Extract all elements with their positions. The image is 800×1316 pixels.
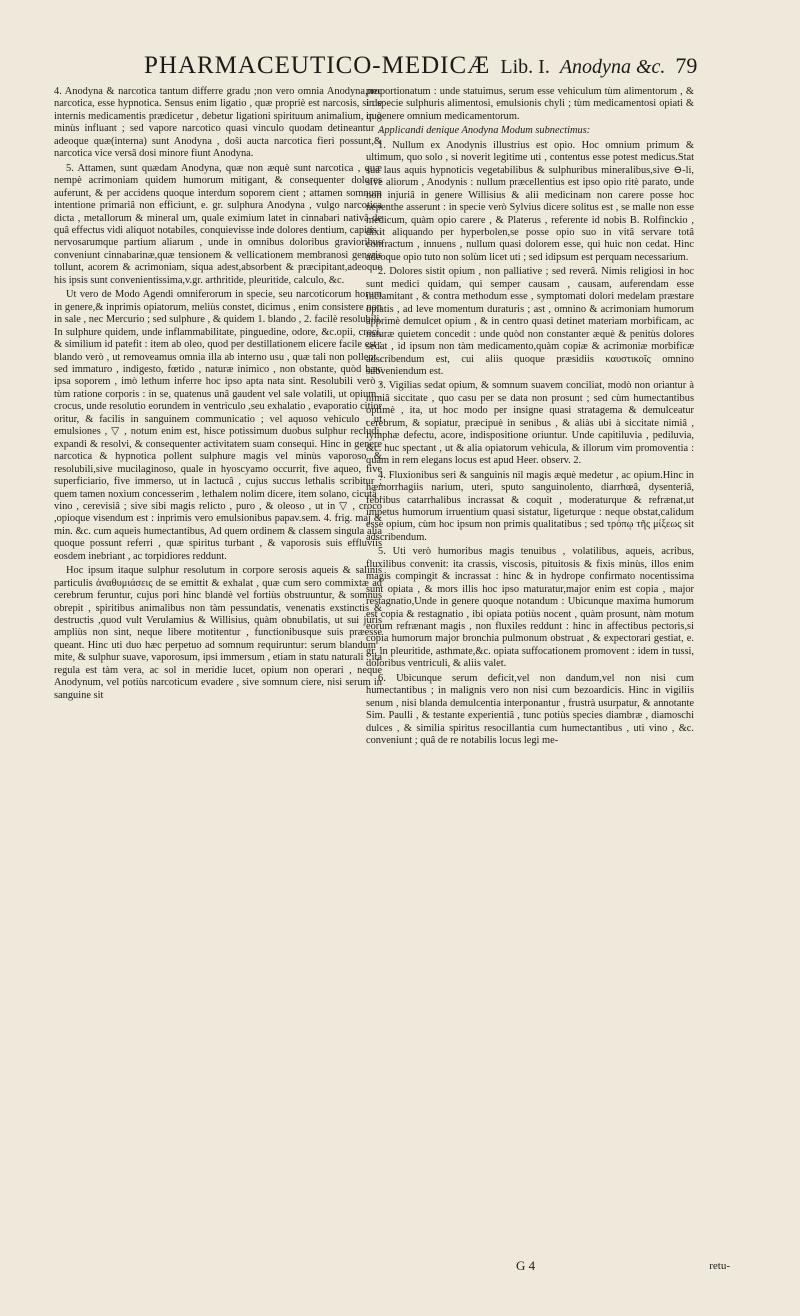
- running-title: PHARMACEUTICO-MEDICÆ: [144, 52, 491, 79]
- section-title-text: Anodyna &c.: [559, 56, 666, 78]
- numbered-paragraph: 1. Nullum ex Anodynis illustrius est opio. Hoc omnium primum & ultimum, quo solo , si noverit legitime uti , contentus esse potest medicus.Stat sua laus aquis hypnoticis vegetabilibus & sulphuribus mineralibus,sive ⊖-li, sive aliorum , Anodynis : nullum præcellentius est ipso opio ritè parato, unde non injuriâ in genere Willisius & alii medicinam non carere posse hoc nepenthe asserunt : in specie verò Sylvius dicere solitus est , se malle non esse medicum, quàm opio carere , & Platerus , referente id nobis B. Rolfinckio , dixit aliquando per hyperbolen,se posse opio suo in vitâ servare totâ confractum , innuens , nullum quasi dolorem esse, qui huic non cedat. Hinc adeoque opio tuto non solùm licet uti ; sed idipsum est perquam necessarium.: [366, 139, 694, 263]
- numbered-paragraph: 3. Vigilias sedat opium, & somnum suavem conciliat, modò non oriantur à nimiâ siccitate , quo casu per se data non prosunt ; sed cùm humectantibus optimè , ita, ut hoc modo per insigne quasi stratagema & demulceatur cerebrum, & sopiatur, præcipuè in senibus , & aliàs ubi à siccitate nimiâ , lymphæ defectu, acore, indispositione oriuntur. Unde capitiluvia , pediluvia, &c. huc spectant , ut & alia opiatorum vehicula, & illorum vim promoventia : quam in rem elegans locus est apud Heer. observ. 2.: [366, 380, 694, 467]
- left-column: [54, 86, 382, 702]
- numbered-paragraph: 4. Fluxionibus seri & sanguinis nil magis æquè medetur , ac opium.Hinc in hæmorrhagiis narium, uteri, sputo sanguinolento, diarrhœâ, dysenteriâ, febribus catarrhalibus incrassat & coquit , moderaturque & refrænat,ut impetus humorum irruentium quasi sistatur, ligeturque : neque obstat,calidum esse opium, cùm hoc ipsum non primis qualitatibus ; sed τρόπῳ τῆς μίξεως sit adscribendum.: [366, 469, 694, 543]
- paragraph: 5. Attamen, sunt quædam Anodyna, quæ non æquè sunt narcotica , quæ nempè acrimoniam quidem humorum mitigant, & consequenter dolores auferunt, & per accidens quoque interdum soporem cient ; attamen somnum intentione primariâ non efficiunt, e. gr. sulphura Anodyna , vulgo narcotica dicta , metallorum & mineral um, quale eximium latet in cinnabari nativâ de quâ effectus vidi aliquot notabiles, conquievisse inde dolores dentium, capitis , nervosarumque partium aliarum , unde in omnibus doloribus gravioribus conveniunt cinnabarinæ,quæ tensionem & vellicationem membranosi generis tollunt, acorem & acrimoniam, siqua adest,absorbent & præcipitant,adeoque his ipsis sunt convenientissima,v.gr. arthritide, pleuritide, calculo, &c.: [54, 162, 382, 286]
- numbered-paragraph: 2. Dolores sistit opium , non palliative ; sed reverâ. Nimis religiosi in hoc sunt medici quidam, qui semper causam , causam, auferendam esse inclamitant , & contra methodum esse , symptomati dolori medelam præstare opiatis , ad leve momentum duraturis ; ast , omnino & acrimoniam humorum apprimè demulcet opium , & in centro quasi detinet materiam morbificam, ac naturæ quietem concedit : unde quòd non constanter æquè & penitùs dolores sedat , id ipsum non tàm medicamento,quàm copiæ & acrimoniæ morbificæ adscribendum est, cui aliis quoque præsidiis καυστικοῖς omnino subveniendum est.: [366, 266, 694, 377]
- book-number: Lib. I.: [500, 56, 550, 78]
- page-number: 79: [675, 53, 698, 78]
- page-footer: [366, 1258, 730, 1278]
- right-column: [366, 86, 694, 748]
- paragraph: Ut vero de Modo Agendi omniferorum in specie, seu narcoticorum horum in genere,& inprimis opiatorum, meliùs constet, dicimus , enim consistere non in sale , nec Mercurio ; sed sulphure , & quidem 1. blando , 2. facilè resolubili. In sulphure quidem, unde inflammabilitate, pinguedine, odore, &c.opii, croci, & similium id patefit : item ab oleo, quod per destillationem elicere facile est : blando verò , ut removeamus omnia illa ab interno usu , quæ tali non pollent , sed immaturo , indigesto, fœtido , naturæ inimico , non obstante, quòd hæc ipsa soporem , imò lethum inferre hoc ipso apta nata sint. Resolubili verò , tùm ratione corporis : in se, quatenus unâ gaudent vel sale volatili, ut opium , crocus, unde resolutio eorundem in ventriculo ,seu exhalatio , evaporatio citior oritur, & facilis in sanguinem communicatio ; vel aquoso vehiculo , ut emulsiones , ▽ , notum enim est, hisce potissimum duobus sulphur recludi, expandi & resolvi, & consequenter activitatem suam consequi. Hinc in genere narcotica & hypnotica pollent sulphure magis vel minùs vaporoso & resolubili,sive mucilaginoso, quale in hyoscyamo occurrit, five aqueo, five superficiario, five immerso, ut in lactucâ , cujus succus lethalis scribitur ; quem tamen noxium concesserim , lethalem nolim dicere, item solano, cicutâ , vino , cerevisiâ ; sive sibi magis relicto , puro , & oleoso , ut in ▽ , croco ,opioque visendum est : inprimis vero emulsionibus papav.sem. 4. frig. maj & min. &c. cum aqueis humectantibus, Ad quem ordinem & classem singula alia quoque possunt referri , quæ spiritus turbant , & vaporosis suis effluviis eosdem inebriant , ac torpidiores reddunt.: [54, 289, 382, 562]
- section-title: [560, 56, 666, 79]
- signature-mark: G 4: [516, 1258, 536, 1273]
- numbered-paragraph: 6. Ubicunque serum deficit,vel non dandum,vel non nisi cum humectantibus ; in malignis vero non nisi cum bezoardicis. Hinc in vigiliis senum , nisi blanda demulcentia interponantur , frustrà usurpatur, & annotante Sim. Paulli , & testante experientiâ , tunc potiùs species diambræ , diamoschi dulces , & similia spiritus resocillantia cum humectantibus , uti vino , &c. conveniunt ; quâ de re notabilis locus legi me-: [366, 672, 694, 747]
- paragraph: proportionatum : unde statuimus, serum esse vehiculum tùm alimentorum , & in specie sulphuris alimentosi, emulsionis chyli ; tùm medicamentosi opiati & in genere omnium medicamentorum.: [366, 86, 694, 122]
- subsection-heading: Applicandi denique Anodyna Modum subnectimus:: [378, 125, 591, 137]
- numbered-paragraph: 5. Uti verò humoribus magis tenuibus , volatilibus, aqueis, acribus, fluxilibus convenit: ita crassis, viscosis, pituitosis & fixis minùs, illos enim magis compingit & incrassat : hinc & in hydrope confirmato nocentissima sunt opiata , & mors illis hoc ipso maturatur,major enim est copia , major restagnatio,Unde in genere quoque notandum : Ubicunque maxima humorum est copia & restagnatio , ibi opiata potiùs nocent , quàm prosunt, nàm motum eorum refrænant magis , non fluxiles reddunt : hinc in affectibus pectoris,si copia humorum major bronchia pulmonum obstruat , & expectorari gestiat, e. gr. in pleuritide, asthmate,&c. opiata suffocationem promovent : idem in tussi, doloribus ventriculi, & aliis valet.: [366, 546, 694, 670]
- running-header: [60, 52, 780, 88]
- paragraph: 4. Anodyna & narcotica tantum differre gradu ;non vero omnia Anodyna,nec narcotica, esse hypnotica. Sensus enim ligatio , quæ propriè est narcosis, si de internis medicamentis prædicetur , debetur ligationi spirituum animalium, quò minùs influant ; sed vapore narcotico quasi vinculo quodam detineantur , adeoque quæ(interna) sunt Anodyna , doŝi aucta narcotica fieri possunt,& narcotica vice versâ dosi minore fiunt Anodyna.: [54, 86, 382, 160]
- paragraph: Hoc ipsum itaque sulphur resolutum in corpore serosis aqueis & salinis particulis ἀναθυμιάσεις de se emittit & exhalat , quæ cum sero commixtæ ad cerebrum feruntur, cujus pori hinc blandè vel fortiùs obstruuntur, & somnus obrepit , spiritibus animalibus non tàm pessundatis, venenatis exstinctis & destructis ,quod vult Verulamius & Willisius, quàm obnubilatis, ut sui juris ampliùs non sint, neque libere motitentur , functionibusque suis præesse queant. Hinc uti duo hæc perpetuo ad somnum requiruntur: serum blandum , mite, & sulphur suave, vaporosum, ipsi immersum , etiam in statu naturali : ita regula est tàm vera, ac sol in meridie lucet, opium non operari , neque Anodynum, vel potiùs narcoticum evadere , sive somnum ciere, nisi serum in sanguine sit: [54, 565, 382, 701]
- catchword: retu-: [709, 1260, 730, 1272]
